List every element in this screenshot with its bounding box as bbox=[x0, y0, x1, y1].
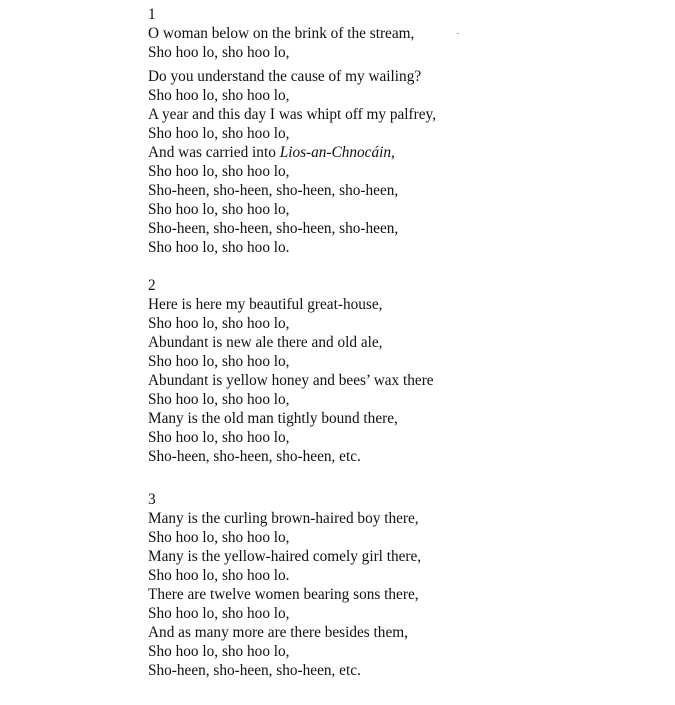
verse-line: Sho hoo lo, sho hoo lo, bbox=[148, 643, 290, 660]
verse-line: Sho hoo lo, sho hoo lo. bbox=[148, 239, 290, 256]
stanza-3 bbox=[148, 490, 648, 680]
verse-line: Many is the old man tightly bound there, bbox=[148, 410, 398, 427]
stanza-2 bbox=[148, 276, 648, 466]
scan-speck bbox=[457, 33, 459, 34]
verse-line: Sho-heen, sho-heen, sho-heen, sho-heen, bbox=[148, 220, 399, 237]
verse-line: Sho hoo lo, sho hoo lo. bbox=[148, 567, 290, 584]
verse-line: Sho hoo lo, sho hoo lo, bbox=[148, 163, 290, 180]
verse-line: Sho hoo lo, sho hoo lo, bbox=[148, 87, 290, 104]
verse-line: Sho hoo lo, sho hoo lo, bbox=[148, 429, 290, 446]
stanza-1 bbox=[148, 5, 648, 257]
stanza-number: 1 bbox=[148, 6, 156, 23]
verse-line: Sho hoo lo, sho hoo lo, bbox=[148, 125, 290, 142]
verse-line: Sho hoo lo, sho hoo lo, bbox=[148, 44, 290, 61]
verse-line: O woman below on the brink of the stream, bbox=[148, 25, 415, 42]
verse-line-punct: , bbox=[391, 144, 395, 161]
stanza-number: 2 bbox=[148, 277, 156, 294]
verse-line: Here is here my beautiful great-house, bbox=[148, 296, 383, 313]
verse-line: Abundant is yellow honey and bees’ wax there bbox=[148, 372, 434, 389]
stanza-number: 3 bbox=[148, 491, 156, 508]
verse-line: And as many more are there besides them, bbox=[148, 624, 408, 641]
verse-line: Sho hoo lo, sho hoo lo, bbox=[148, 201, 290, 218]
verse-line: Abundant is new ale there and old ale, bbox=[148, 334, 383, 351]
verse-line: Many is the curling brown-haired boy there, bbox=[148, 510, 419, 527]
verse-line: Many is the yellow-haired comely girl there, bbox=[148, 548, 422, 565]
verse-line: Sho hoo lo, sho hoo lo, bbox=[148, 315, 290, 332]
verse-line: Sho-heen, sho-heen, sho-heen, sho-heen, bbox=[148, 182, 399, 199]
verse-line: Sho-heen, sho-heen, sho-heen, etc. bbox=[148, 448, 361, 465]
verse-line bbox=[148, 143, 648, 162]
place-name: Lios-an-Chnocáin bbox=[279, 144, 392, 161]
verse-line: Sho hoo lo, sho hoo lo, bbox=[148, 391, 290, 408]
verse-line: A year and this day I was whipt off my palfrey, bbox=[148, 106, 437, 123]
verse-line: Sho hoo lo, sho hoo lo, bbox=[148, 353, 290, 370]
verse-line: Sho hoo lo, sho hoo lo, bbox=[148, 605, 290, 622]
verse-line: There are twelve women bearing sons there, bbox=[148, 586, 419, 603]
verse-line: Sho-heen, sho-heen, sho-heen, etc. bbox=[148, 662, 361, 679]
verse-line: Sho hoo lo, sho hoo lo, bbox=[148, 529, 290, 546]
verse-line: Do you understand the cause of my wailing? bbox=[148, 68, 422, 85]
verse-line-text: And was carried into bbox=[148, 144, 280, 161]
